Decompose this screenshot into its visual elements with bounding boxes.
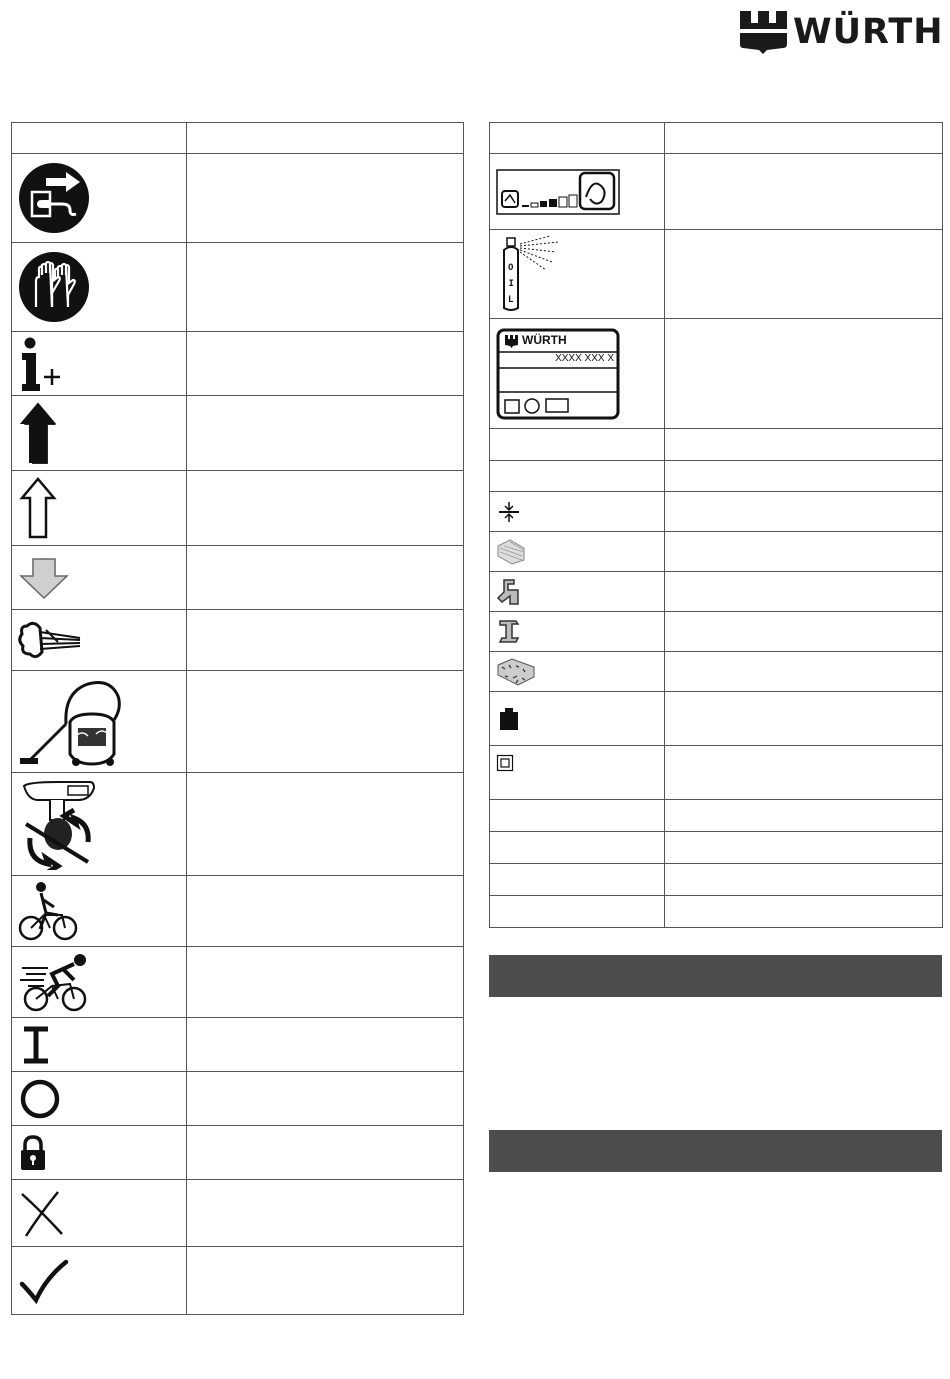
table-row bbox=[12, 1018, 464, 1072]
symbols-table-left bbox=[11, 122, 464, 1315]
table-row bbox=[12, 610, 464, 671]
table-row bbox=[490, 319, 943, 429]
table-header-row bbox=[490, 123, 943, 154]
chipboard-material-icon bbox=[496, 657, 536, 687]
table-header-row bbox=[12, 123, 464, 154]
protection-class-ii-icon bbox=[496, 754, 514, 772]
outline-up-arrow-icon bbox=[18, 476, 58, 540]
thick-up-arrow-icon bbox=[18, 401, 58, 465]
rotate-attachment-icon bbox=[18, 778, 98, 870]
table-row bbox=[490, 572, 943, 612]
section-header-bar bbox=[489, 1130, 942, 1172]
table-row bbox=[490, 652, 943, 692]
wood-material-icon bbox=[496, 538, 526, 566]
table-row bbox=[12, 396, 464, 471]
metal-profile-icon bbox=[496, 578, 522, 606]
additional-info-icon bbox=[18, 336, 68, 392]
switch-off-icon bbox=[18, 1078, 62, 1120]
table-row bbox=[12, 471, 464, 546]
slow-cyclist-icon bbox=[18, 881, 78, 941]
brand-name: WÜRTH bbox=[793, 12, 944, 52]
correct-check-icon bbox=[18, 1256, 70, 1306]
speed-level-scale-icon bbox=[496, 169, 620, 215]
table-row bbox=[490, 692, 943, 746]
switch-on-icon bbox=[18, 1025, 54, 1065]
svg-text:O: O bbox=[508, 263, 514, 273]
table-row bbox=[490, 896, 943, 928]
table-row bbox=[490, 461, 943, 492]
table-row bbox=[12, 671, 464, 773]
wear-gloves-icon bbox=[18, 251, 90, 323]
table-row bbox=[12, 1180, 464, 1247]
grey-down-arrow-icon bbox=[18, 556, 70, 600]
lock-icon bbox=[18, 1134, 48, 1172]
table-row bbox=[490, 230, 943, 319]
wrong-cross-icon bbox=[18, 1188, 66, 1238]
table-row bbox=[12, 1072, 464, 1126]
weight-icon bbox=[496, 705, 522, 733]
unplug-mains-icon bbox=[18, 162, 90, 234]
table-row bbox=[490, 612, 943, 652]
table-row bbox=[12, 154, 464, 243]
svg-text:L: L bbox=[508, 295, 514, 305]
svg-text:I: I bbox=[508, 279, 514, 289]
fast-cyclist-icon bbox=[18, 952, 92, 1012]
table-row bbox=[490, 429, 943, 461]
oil-spray-icon bbox=[496, 236, 562, 312]
section-header-bar bbox=[489, 955, 942, 997]
table-row bbox=[12, 1247, 464, 1315]
table-row bbox=[490, 532, 943, 572]
rating-plate-icon bbox=[496, 328, 620, 420]
table-row bbox=[12, 332, 464, 396]
rating-plate-brand: WÜRTH bbox=[522, 332, 567, 347]
table-row bbox=[12, 876, 464, 947]
blow-out-dust-icon bbox=[18, 618, 84, 662]
table-row bbox=[490, 746, 943, 800]
table-row bbox=[490, 154, 943, 230]
table-row bbox=[12, 546, 464, 610]
cutting-depth-icon bbox=[496, 499, 522, 525]
table-row bbox=[490, 492, 943, 532]
table-row bbox=[12, 947, 464, 1018]
steel-beam-icon bbox=[496, 618, 522, 646]
table-row bbox=[490, 832, 943, 864]
table-row bbox=[490, 800, 943, 832]
table-row bbox=[12, 1126, 464, 1180]
table-row bbox=[12, 773, 464, 876]
symbols-table-right bbox=[489, 122, 943, 928]
vacuum-cleaner-icon bbox=[18, 674, 138, 770]
rating-plate-article-number: XXXX XXX X bbox=[555, 352, 614, 364]
table-row bbox=[12, 243, 464, 332]
table-row bbox=[490, 864, 943, 896]
